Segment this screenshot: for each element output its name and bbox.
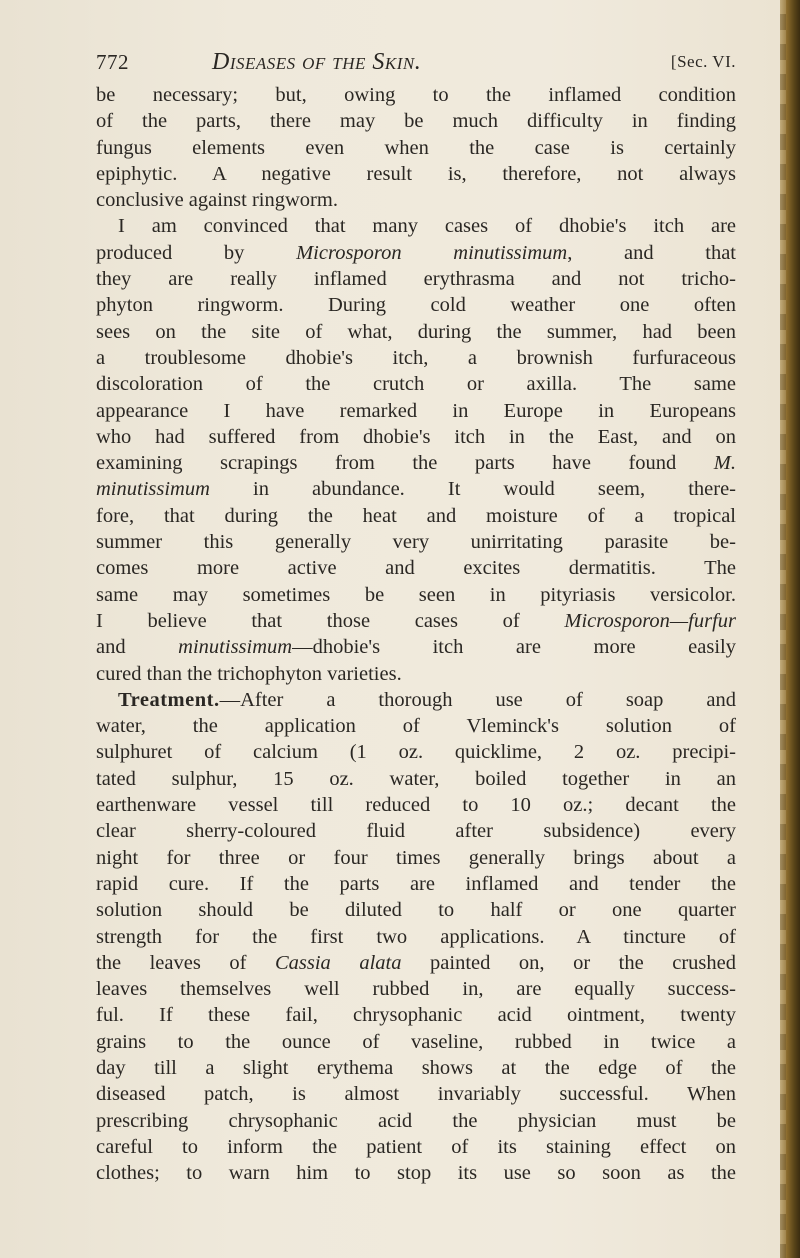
text-segment: diseased patch, is almost invariably successful. When — [96, 1083, 736, 1106]
text-line — [96, 161, 736, 187]
text-segment: prescribing chrysophanic acid the physician must be — [96, 1109, 736, 1132]
text-segment: be necessary; but, owing to the inflamed condition — [96, 84, 736, 106]
page-number: 772 — [96, 50, 129, 74]
text-segment: summer this generally very unirritating parasite be- — [96, 531, 736, 554]
text-line — [96, 634, 736, 660]
text-segment: conclusive against ringworm. — [96, 189, 338, 212]
page-edge — [780, 0, 800, 1258]
text-segment: a troublesome dhobie's itch, a brownish furfuraceous — [96, 346, 736, 369]
text-segment: —After a thorough use of soap and — [219, 688, 736, 711]
text-line — [96, 713, 736, 739]
running-title: Diseases of the Skin. — [212, 49, 422, 75]
text-line — [96, 976, 736, 1002]
text-segment: and — [96, 636, 179, 659]
text-segment: clothes; to warn him to stop its use so soon as the — [96, 1162, 736, 1185]
text-line — [96, 555, 736, 581]
text-segment: fungus elements even when the case is certainly — [96, 136, 736, 159]
text-line — [96, 792, 736, 818]
text-segment: comes more active and excites dermatitis. The — [96, 557, 736, 580]
text-line — [96, 687, 736, 713]
text-segment: strength for the first two applications. A tincture of — [96, 925, 736, 948]
text-segment: the leaves of — [96, 951, 275, 974]
text-segment: discoloration of the crutch or axilla. The same — [96, 373, 736, 396]
text-segment: ful. If these fail, chrysophanic acid ointment, twenty — [96, 1004, 736, 1027]
text-line — [96, 1108, 736, 1134]
text-line — [96, 424, 736, 450]
text-line — [96, 82, 736, 108]
text-segment: phyton ringworm. During cold weather one often — [96, 294, 736, 317]
text-line — [96, 845, 736, 871]
text-line — [96, 661, 736, 687]
text-line — [96, 319, 736, 345]
section-reference: [Sec. VI. — [670, 52, 736, 71]
page-header — [96, 50, 736, 80]
text-segment: produced by — [96, 241, 297, 264]
text-line — [96, 818, 736, 844]
text-line — [96, 739, 736, 765]
text-line — [96, 450, 736, 476]
italic-term: M. — [713, 452, 736, 475]
body-text — [96, 82, 736, 1186]
text-line — [96, 897, 736, 923]
section-heading: Treatment. — [118, 688, 220, 711]
text-segment: leaves themselves well rubbed in, are equally success- — [96, 978, 736, 1001]
text-line — [96, 345, 736, 371]
text-segment: earthenware vessel till reduced to 10 oz.; decant the — [96, 794, 736, 817]
text-line — [96, 1002, 736, 1028]
text-segment: epiphytic. A negative result is, therefore, not always — [96, 162, 736, 185]
text-line — [96, 398, 736, 424]
italic-term: Microsporon—furfur — [564, 609, 736, 632]
italic-term: minutissimum — [96, 478, 210, 501]
text-line — [96, 266, 736, 292]
italic-term: minutissimum — [178, 636, 293, 659]
text-line — [96, 1160, 736, 1186]
text-segment: careful to inform the patient of its staining effect on — [96, 1135, 736, 1158]
text-line — [96, 187, 736, 213]
text-segment: painted on, or the crushed — [401, 951, 737, 974]
italic-term: Cassia alata — [274, 951, 402, 974]
text-segment: —dhobie's itch are more easily — [292, 636, 736, 659]
text-line — [96, 503, 736, 529]
text-segment: tated sulphur, 15 oz. water, boiled together in an — [96, 767, 736, 790]
text-line — [96, 371, 736, 397]
text-segment: day till a slight erythema shows at the edge of the — [96, 1056, 736, 1079]
italic-term: Microsporon minutissimum — [296, 241, 568, 264]
text-line — [96, 529, 736, 555]
text-line — [96, 871, 736, 897]
text-line — [96, 582, 736, 608]
text-segment: in abundance. It would seem, there- — [209, 478, 736, 501]
text-line — [96, 1029, 736, 1055]
text-line — [96, 608, 736, 634]
text-line — [96, 292, 736, 318]
text-segment: grains to the ounce of vaseline, rubbed in twice a — [96, 1030, 736, 1053]
text-segment: rapid cure. If the parts are inflamed and tender the — [96, 872, 736, 895]
text-line — [96, 213, 736, 239]
text-segment: sees on the site of what, during the summer, had been — [96, 320, 736, 343]
text-line — [96, 476, 736, 502]
text-line — [96, 108, 736, 134]
text-segment: of the parts, there may be much difficulty in finding — [96, 110, 736, 133]
text-segment: clear sherry-coloured fluid after subsidence) every — [96, 820, 736, 843]
text-segment: I am convinced that many cases of dhobie's itch are — [118, 215, 736, 238]
text-segment: I believe that those cases of — [96, 609, 565, 632]
text-segment: they are really inflamed erythrasma and not tricho- — [96, 268, 736, 291]
text-line — [96, 1134, 736, 1160]
text-line — [96, 240, 736, 266]
text-line — [96, 1081, 736, 1107]
text-line — [96, 1055, 736, 1081]
text-segment: examining scrapings from the parts have found — [96, 452, 714, 475]
text-segment: who had suffered from dhobie's itch in the East, and on — [96, 425, 736, 448]
text-segment: solution should be diluted to half or one quarter — [96, 899, 736, 922]
text-line — [96, 950, 736, 976]
text-segment: cured than the trichophyton varieties. — [96, 662, 402, 685]
text-segment: appearance I have remarked in Europe in Europeans — [96, 399, 736, 422]
text-segment: water, the application of Vleminck's solution of — [96, 715, 736, 738]
text-segment: , and that — [567, 241, 737, 264]
text-line — [96, 924, 736, 950]
text-segment: night for three or four times generally brings about a — [96, 846, 736, 869]
text-segment: same may sometimes be seen in pityriasis versicolor. — [96, 583, 736, 606]
text-segment: fore, that during the heat and moisture of a tropical — [96, 504, 736, 527]
text-line — [96, 766, 736, 792]
text-segment: sulphuret of calcium (1 oz. quicklime, 2 oz. precipi- — [96, 741, 736, 764]
text-line — [96, 135, 736, 161]
